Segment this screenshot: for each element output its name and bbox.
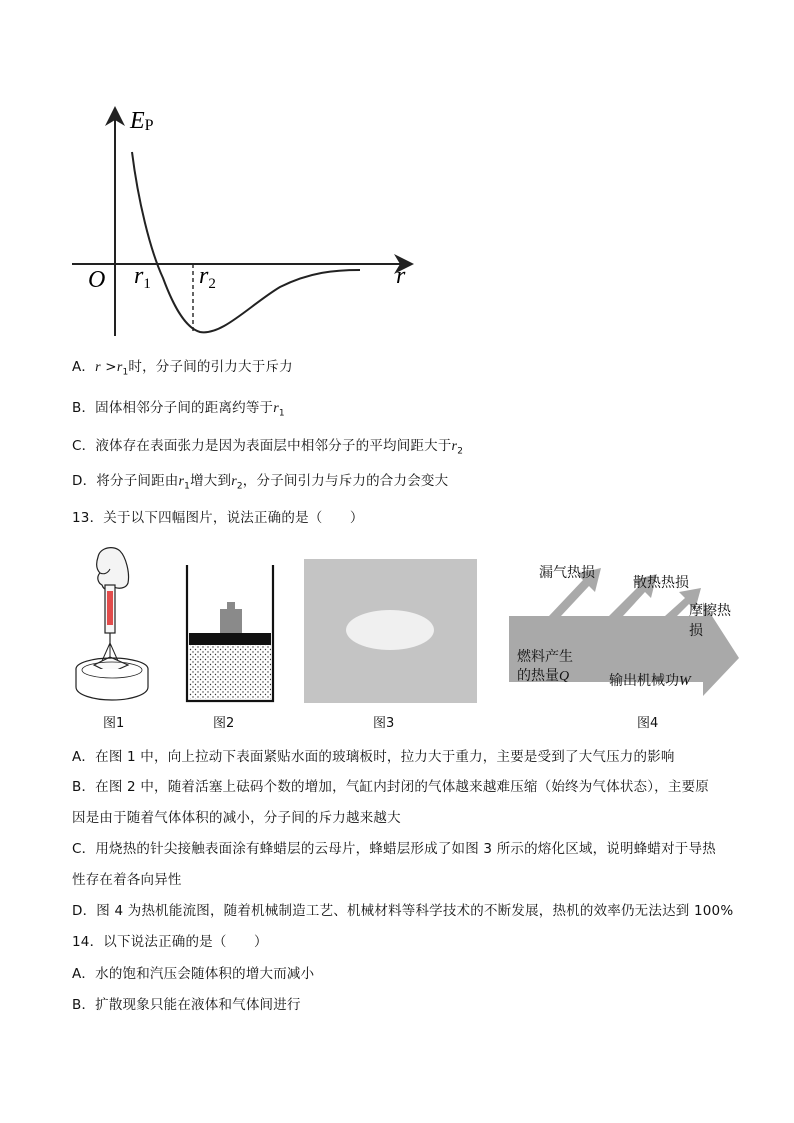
q12-option-d: D．将分子间距由$r_1$增大到$r_2$，分子间引力与斥力的合力会变大 (72, 473, 449, 492)
hand-illustration (97, 548, 129, 590)
r2-label: $r_2$ (199, 263, 216, 292)
q13-option-b-line1: B．在图 2 中，随着活塞上砝码个数的增加，气缸内封闭的气体越来越难压缩（始终为气体状态），主要原 (72, 779, 709, 795)
q12-option-b: B．固体相邻分子间的距离约等于$r_1$ (72, 400, 285, 419)
ep-curve (132, 152, 360, 332)
figure-1-caption: 图1 (103, 716, 125, 731)
y-axis-label: EP (130, 108, 154, 134)
q13-stem: 13．关于以下四幅图片，说法正确的是（ ） (72, 510, 364, 526)
melted-region (346, 610, 434, 650)
q14-option-a: A．水的饱和汽压会随体积的增大而减小 (72, 966, 315, 982)
figure-4-caption: 图4 (637, 716, 659, 731)
x-axis-label: r (396, 263, 406, 289)
q13-option-c-line1: C．用烧热的针尖接触表面涂有蜂蜡层的云母片，蜂蜡层形成了如图 3 所示的熔化区域，说明蜂蜡对于导热 (72, 841, 716, 857)
figure-1 (70, 543, 170, 705)
piston (189, 633, 271, 645)
q13-option-c-line2: 性存在着各向异性 (72, 872, 182, 888)
q12-option-a: A．$r >r_1$时，分子间的引力大于斥力 (72, 359, 293, 378)
q13-option-a: A．在图 1 中，向上拉动下表面紧贴水面的玻璃板时，拉力大于重力，主要是受到了大气压力的影响 (72, 749, 675, 765)
potential-energy-graph (60, 100, 430, 345)
gas-region (189, 645, 271, 699)
figure-2-caption: 图2 (213, 716, 235, 731)
figure-3-caption: 图3 (373, 716, 395, 731)
q12-option-c: C．液体存在表面张力是因为表面层中相邻分子的平均间距大于$r_2$ (72, 438, 464, 457)
q13-option-b-line2: 因是由于随着气体体积的减小，分子间的斥力越来越大 (72, 810, 401, 826)
dissipation-heat-loss-label: 散热热损 (633, 575, 689, 591)
q14-option-b: B．扩散现象只能在液体和气体间进行 (72, 997, 301, 1013)
r1-label: $r_1$ (134, 263, 151, 292)
origin-label: O (88, 267, 106, 293)
leak-heat-loss-label: 漏气热损 (539, 565, 595, 581)
figure-2 (184, 563, 276, 705)
q14-stem: 14．以下说法正确的是（ ） (72, 934, 268, 950)
mechanical-work-label: 输出机械功W (609, 673, 691, 689)
figure-4 (503, 556, 743, 718)
weight-block (220, 609, 242, 633)
q13-option-d: D．图 4 为热机能流图，随着机械制造工艺、机械材料等科学技术的不断发展，热机的效率仍无法达到 100% (72, 903, 734, 919)
friction-heat-loss-label: 摩擦热损 (689, 603, 731, 639)
figure-3 (304, 559, 477, 703)
fuel-heat-label: 燃料产生 的热量Q (517, 649, 573, 684)
